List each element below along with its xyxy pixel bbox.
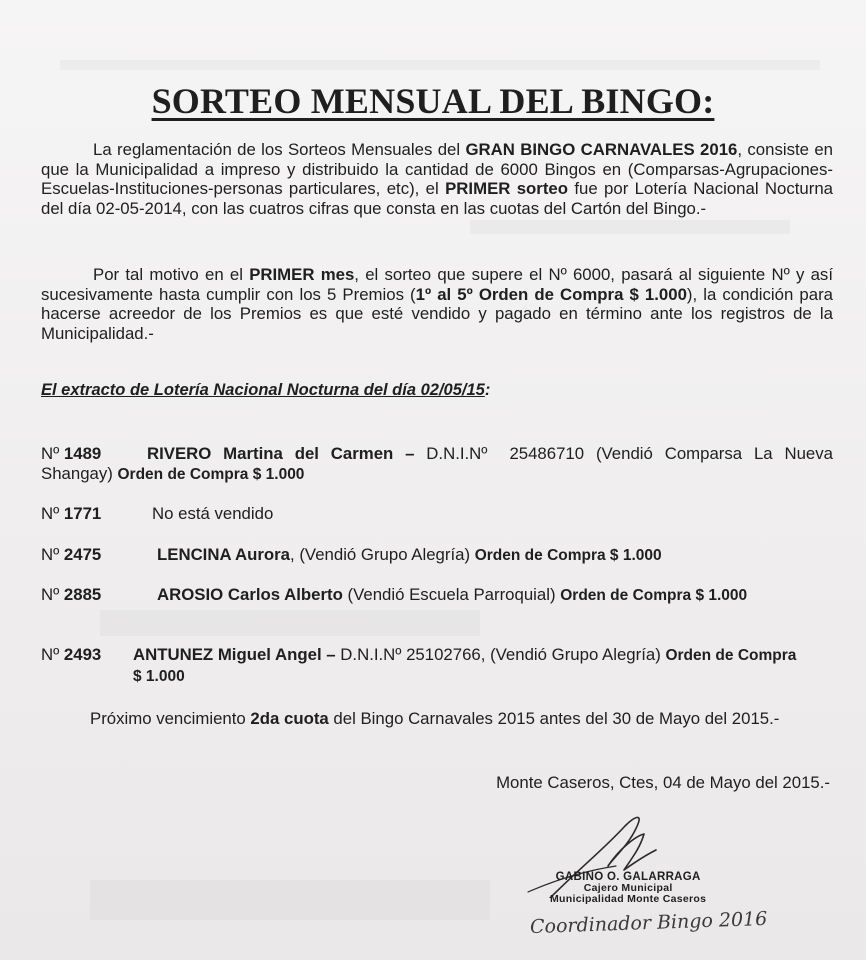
paragraph-text: , consiste en que la Municipalidad a impreso y distribuido la cantidad de 6000 Bingos en (Comparsas-Agrupaciones-Escuelas-Instituciones-personas particulares, etc), el [41, 140, 833, 198]
paragraph-reglamentacion [41, 140, 833, 218]
draw-entry [41, 645, 833, 687]
winner-name: LENCINA Aurora [157, 545, 291, 564]
paragraph-text: Por tal motivo en el [93, 265, 250, 284]
paragraph-text: La reglamentación de los Sorteos Mensuales del [93, 140, 466, 159]
order-label: Orden de Compra [665, 647, 797, 664]
draw-entry [41, 545, 833, 566]
paragraph-text: , el sorteo que supere el Nº 6000, pasará al siguiente Nº y así sucesivamente hasta cumplir con los 5 Premios ( [41, 265, 833, 304]
entry-number: Nº 2885 [41, 585, 102, 604]
draw-entry [41, 444, 833, 485]
order-amount: $ 1.000 [133, 668, 185, 685]
seller-detail: , (Vendió Grupo Alegría) [290, 545, 475, 564]
dni-number: 25486710 [509, 444, 585, 463]
winner-name: AROSIO Carlos Alberto [157, 585, 343, 604]
draw-entry [41, 585, 833, 606]
paragraph-text: fue por Lotería Nacional Nocturna del día 02-05-2014, con las cuatros cifras que consta en las cuotas del Cartón del Bingo.- [41, 179, 833, 218]
place-and-date: Monte Caseros, Ctes, 04 de Mayo del 2015.- [496, 773, 830, 792]
entry-number: Nº 2475 [41, 545, 102, 564]
bold-phrase: 1º al 5º Orden de Compra $ 1.000 [415, 284, 687, 304]
entry-number: Nº 1771 [41, 504, 102, 523]
event-name: GRAN BINGO CARNAVALES 2016 [465, 140, 738, 159]
stamp-organization: Municipalidad Monte Caseros [550, 893, 707, 905]
winner-name: RIVERO Martina del Carmen – [147, 444, 427, 463]
seller-detail: (Vendió Comparsa La Nueva Shangay) [41, 444, 833, 483]
bleed-through-band [100, 610, 480, 636]
bleed-through-band [90, 880, 490, 920]
seller-detail: D.N.I.Nº 25102766, (Vendió Grupo Alegría) [340, 645, 666, 664]
official-stamp [550, 872, 706, 905]
draw-entry [41, 504, 833, 524]
dni-label: D.N.I.Nº [426, 444, 488, 463]
bold-phrase: PRIMER mes [249, 265, 355, 284]
paragraph-motivo [41, 265, 833, 343]
seller-detail: (Vendió Escuela Parroquial) [342, 585, 561, 604]
entry-number: Nº 1489 [41, 444, 102, 463]
paragraph-text: ), la condición para hacerse acreedor de los Premios es que esté vendido y pagado en término ante los registros de la Municipalidad.- [41, 284, 833, 343]
bleed-through-band [60, 60, 820, 70]
entry-number: Nº 2493 [41, 645, 102, 664]
order-amount: Orden de Compra $ 1.000 [474, 547, 662, 564]
document-title: SORTEO MENSUAL DEL BINGO: [151, 81, 715, 121]
bleed-through-band [470, 220, 790, 234]
next-due-notice: Próximo vencimiento 2da cuota del Bingo Carnavales 2015 antes del 30 de Mayo del 2015.- [90, 709, 780, 728]
order-amount: Orden de Compra $ 1.000 [117, 466, 305, 483]
order-amount: Orden de Compra $ 1.000 [560, 587, 748, 604]
stamp-name: GABINO O. GALARRAGA [555, 871, 701, 883]
winner-name: ANTUNEZ Miguel Angel – [133, 645, 341, 664]
section-heading: El extracto de Lotería Nacional Nocturna del día 02/05/15: [41, 381, 491, 399]
stamp-role: Cajero Municipal [583, 882, 673, 894]
entry-status: No está vendido [152, 504, 274, 523]
bold-phrase: PRIMER sorteo [445, 179, 569, 198]
handwritten-note: Coordinador Bingo 2016 [529, 907, 768, 939]
